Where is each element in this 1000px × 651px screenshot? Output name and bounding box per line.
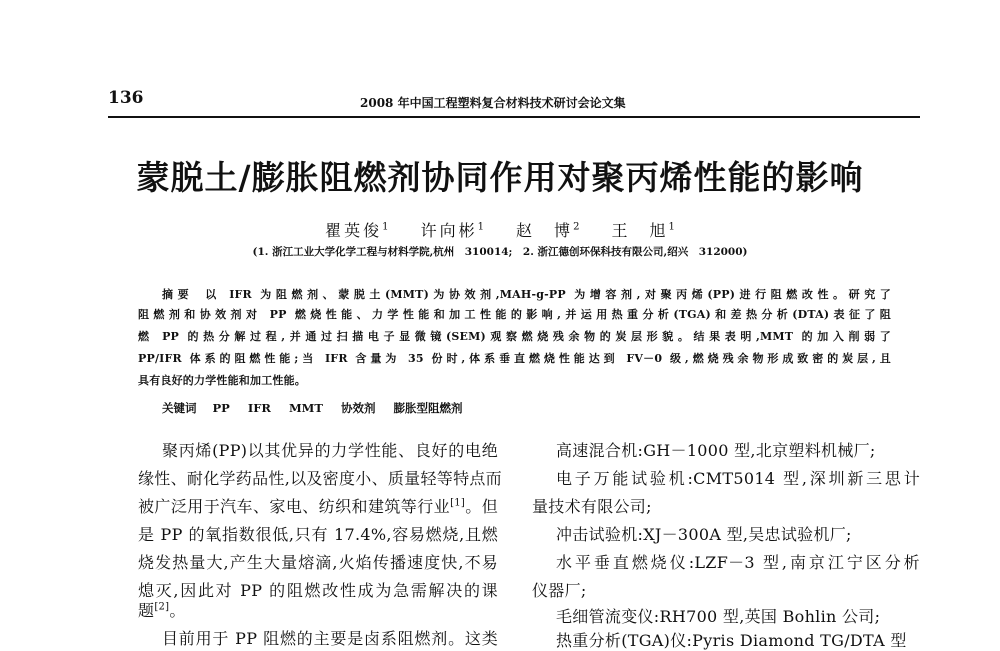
body-line: 冲击试验机:XJ－300A 型,吴忠试验机厂; (556, 525, 852, 544)
body-line: 缘性、耐化学药品性,以及密度小、质量轻等特点而 (138, 469, 502, 488)
author-affiliation-mark: 1 (382, 221, 389, 233)
abstract-label: 摘要 (162, 288, 194, 301)
body-line: 熄灭,因此对 PP 的阻燃改性成为急需解决的课 (138, 581, 498, 600)
body-line: 是 PP 的氧指数很低,只有 17.4%,容易燃烧,且燃 (138, 525, 498, 544)
citation: [1] (450, 497, 466, 509)
author-affiliation-mark: 1 (668, 221, 675, 233)
body-line: 仪器厂; (532, 581, 587, 600)
keywords-label: 关键词 (162, 401, 197, 415)
author: 许向彬$^1$ (420, 221, 484, 240)
body-line: 烧发热量大,产生大量熔滴,火焰传播速度快,不易 (138, 553, 498, 572)
citation: [2] (154, 601, 170, 613)
body-line: 热重分析(TGA)仪:Pyris Diamond TG/DTA 型 (556, 631, 907, 650)
author: 瞿英俊$^1$ (325, 221, 389, 240)
body-line: 毛细管流变仪:RH700 型,英国 Bohlin 公司; (556, 607, 881, 626)
author-affiliation-mark: 1 (477, 221, 484, 233)
author: 赵 博$^2$ (516, 221, 580, 240)
body-line: 被广泛用于汽车、家电、纺织和建筑等行业[1]。但 (138, 497, 498, 516)
keywords-line (162, 400, 477, 416)
body-line: 电子万能试验机:CMT5014 型,深圳新三思计 (556, 469, 920, 488)
body-line: 量技术有限公司; (532, 497, 652, 516)
body-line: 题[2]。 (138, 601, 186, 620)
author-affiliation-mark: 2 (573, 221, 580, 233)
keyword: 协效剂 (341, 401, 376, 415)
abstract-line: 燃 PP 的热分解过程,并通过扫描电子显微镜(SEM)观察燃烧残余物的炭层形貌。结果表明,MMT 的加入削弱了 (138, 330, 891, 343)
keyword: IFR (247, 401, 271, 415)
running-header: 2008 年中国工程塑料复合材料技术研讨会论文集 (360, 96, 626, 110)
abstract-line: 摘要 以 IFR 为阻燃剂、蒙脱土(MMT)为协效剂,MAH-g-PP 为增容剂,对聚丙烯(PP)进行阻燃改性。研究了 (162, 288, 892, 301)
keyword: 膨胀型阻燃剂 (393, 401, 463, 415)
keyword: MMT (288, 401, 323, 415)
abstract-line: PP/IFR 体系的阻燃性能;当 IFR 含量为 35 份时,体系垂直燃烧性能达到 FV－0 级,燃烧残余物形成致密的炭层,且 (138, 352, 891, 365)
keyword: PP (212, 401, 230, 415)
author-line (0, 218, 1000, 241)
page-number: 136 (108, 88, 144, 108)
author: 王 旭$^1$ (611, 221, 675, 240)
body-line: 高速混合机:GH－1000 型,北京塑料机械厂; (556, 441, 876, 460)
body-line: 水平垂直燃烧仪:LZF－3 型,南京江宁区分析 (556, 553, 920, 572)
body-line: 聚丙烯(PP)以其优异的力学性能、良好的电绝 (162, 441, 498, 460)
body-line: 目前用于 PP 阻燃的主要是卤系阻燃剂。这类 (162, 629, 498, 648)
abstract-line: 阻燃剂和协效剂对 PP 燃烧性能、力学性能和加工性能的影响,并运用热重分析(TGA)和差热分析(DTA)表征了阻 (138, 308, 891, 321)
paper-title: 蒙脱土/膨胀阻燃剂协同作用对聚丙烯性能的影响 (136, 158, 864, 197)
affiliation: (1. 浙江工业大学化学工程与材料学院,杭州 310014; 2. 浙江德创环保科技有限公司,绍兴 312000) (252, 246, 748, 258)
abstract-line: 具有良好的力学性能和加工性能。 (138, 374, 306, 387)
header-rule (108, 116, 920, 118)
